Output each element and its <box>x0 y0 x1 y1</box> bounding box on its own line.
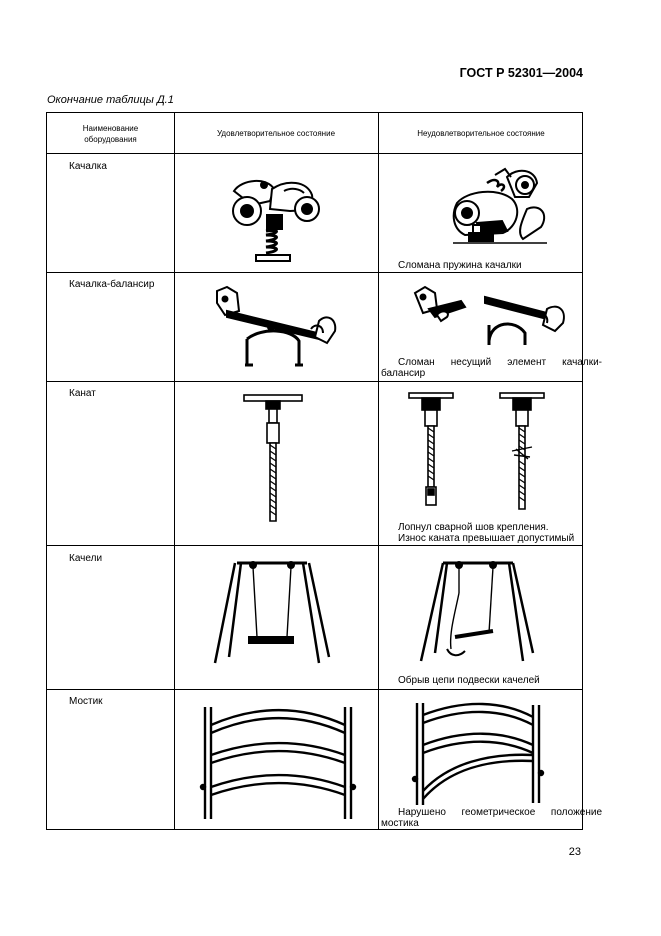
row-name-bridge: Мостик <box>69 696 103 707</box>
row-name-rocker: Качалка <box>69 161 107 172</box>
rope-broken-weld-illustration <box>407 391 457 516</box>
balance-rocker-broken-illustration <box>407 283 577 353</box>
equipment-table <box>46 112 602 830</box>
column-header-name: Наименование оборудования <box>82 124 139 144</box>
column-divider <box>378 113 379 829</box>
row-name-rope: Канат <box>69 388 96 399</box>
table-caption: Окончание таблицы Д.1 <box>47 94 174 106</box>
header-divider <box>47 153 582 154</box>
rocker-broken-illustration <box>417 163 552 253</box>
bridge-defect-note-line2: мостика <box>381 818 419 829</box>
row-divider <box>47 545 582 546</box>
column-header-bad: Неудовлетворительное состояние <box>417 129 545 138</box>
row-divider <box>47 381 582 382</box>
balance-rocker-defect-note-line1: Сломан несущий элемент качалки- <box>398 357 602 368</box>
row-name-swing: Качели <box>69 553 103 564</box>
row-name-balance-rocker: Качалка-балансир <box>69 279 155 290</box>
balance-rocker-good-illustration <box>207 281 337 371</box>
swing-good-illustration <box>207 553 337 668</box>
bridge-broken-illustration <box>409 699 584 809</box>
column-header-good: Удовлетворительное состояние <box>216 129 336 138</box>
bridge-defect-note-line1: Нарушено геометрическое положение <box>398 807 602 818</box>
page-number: 23 <box>568 846 581 858</box>
row-divider <box>47 272 582 273</box>
rope-defect-note-line1: Лопнул сварной шов крепления. <box>398 522 549 533</box>
column-divider <box>174 113 175 829</box>
swing-defect-note: Обрыв цепи подвески качелей <box>398 675 540 686</box>
rope-worn-illustration <box>498 391 548 516</box>
row-divider <box>47 689 582 690</box>
rocker-defect-note: Сломана пружина качалки <box>398 260 522 271</box>
swing-broken-illustration <box>407 553 537 668</box>
rocker-good-illustration <box>212 171 327 266</box>
bridge-good-illustration <box>197 703 357 823</box>
rope-good-illustration <box>242 393 307 528</box>
document-code: ГОСТ Р 52301—2004 <box>459 66 583 80</box>
balance-rocker-defect-note-line2: балансир <box>381 368 426 379</box>
rope-defect-note-line2: Износ каната превышает допустимый <box>398 533 575 544</box>
